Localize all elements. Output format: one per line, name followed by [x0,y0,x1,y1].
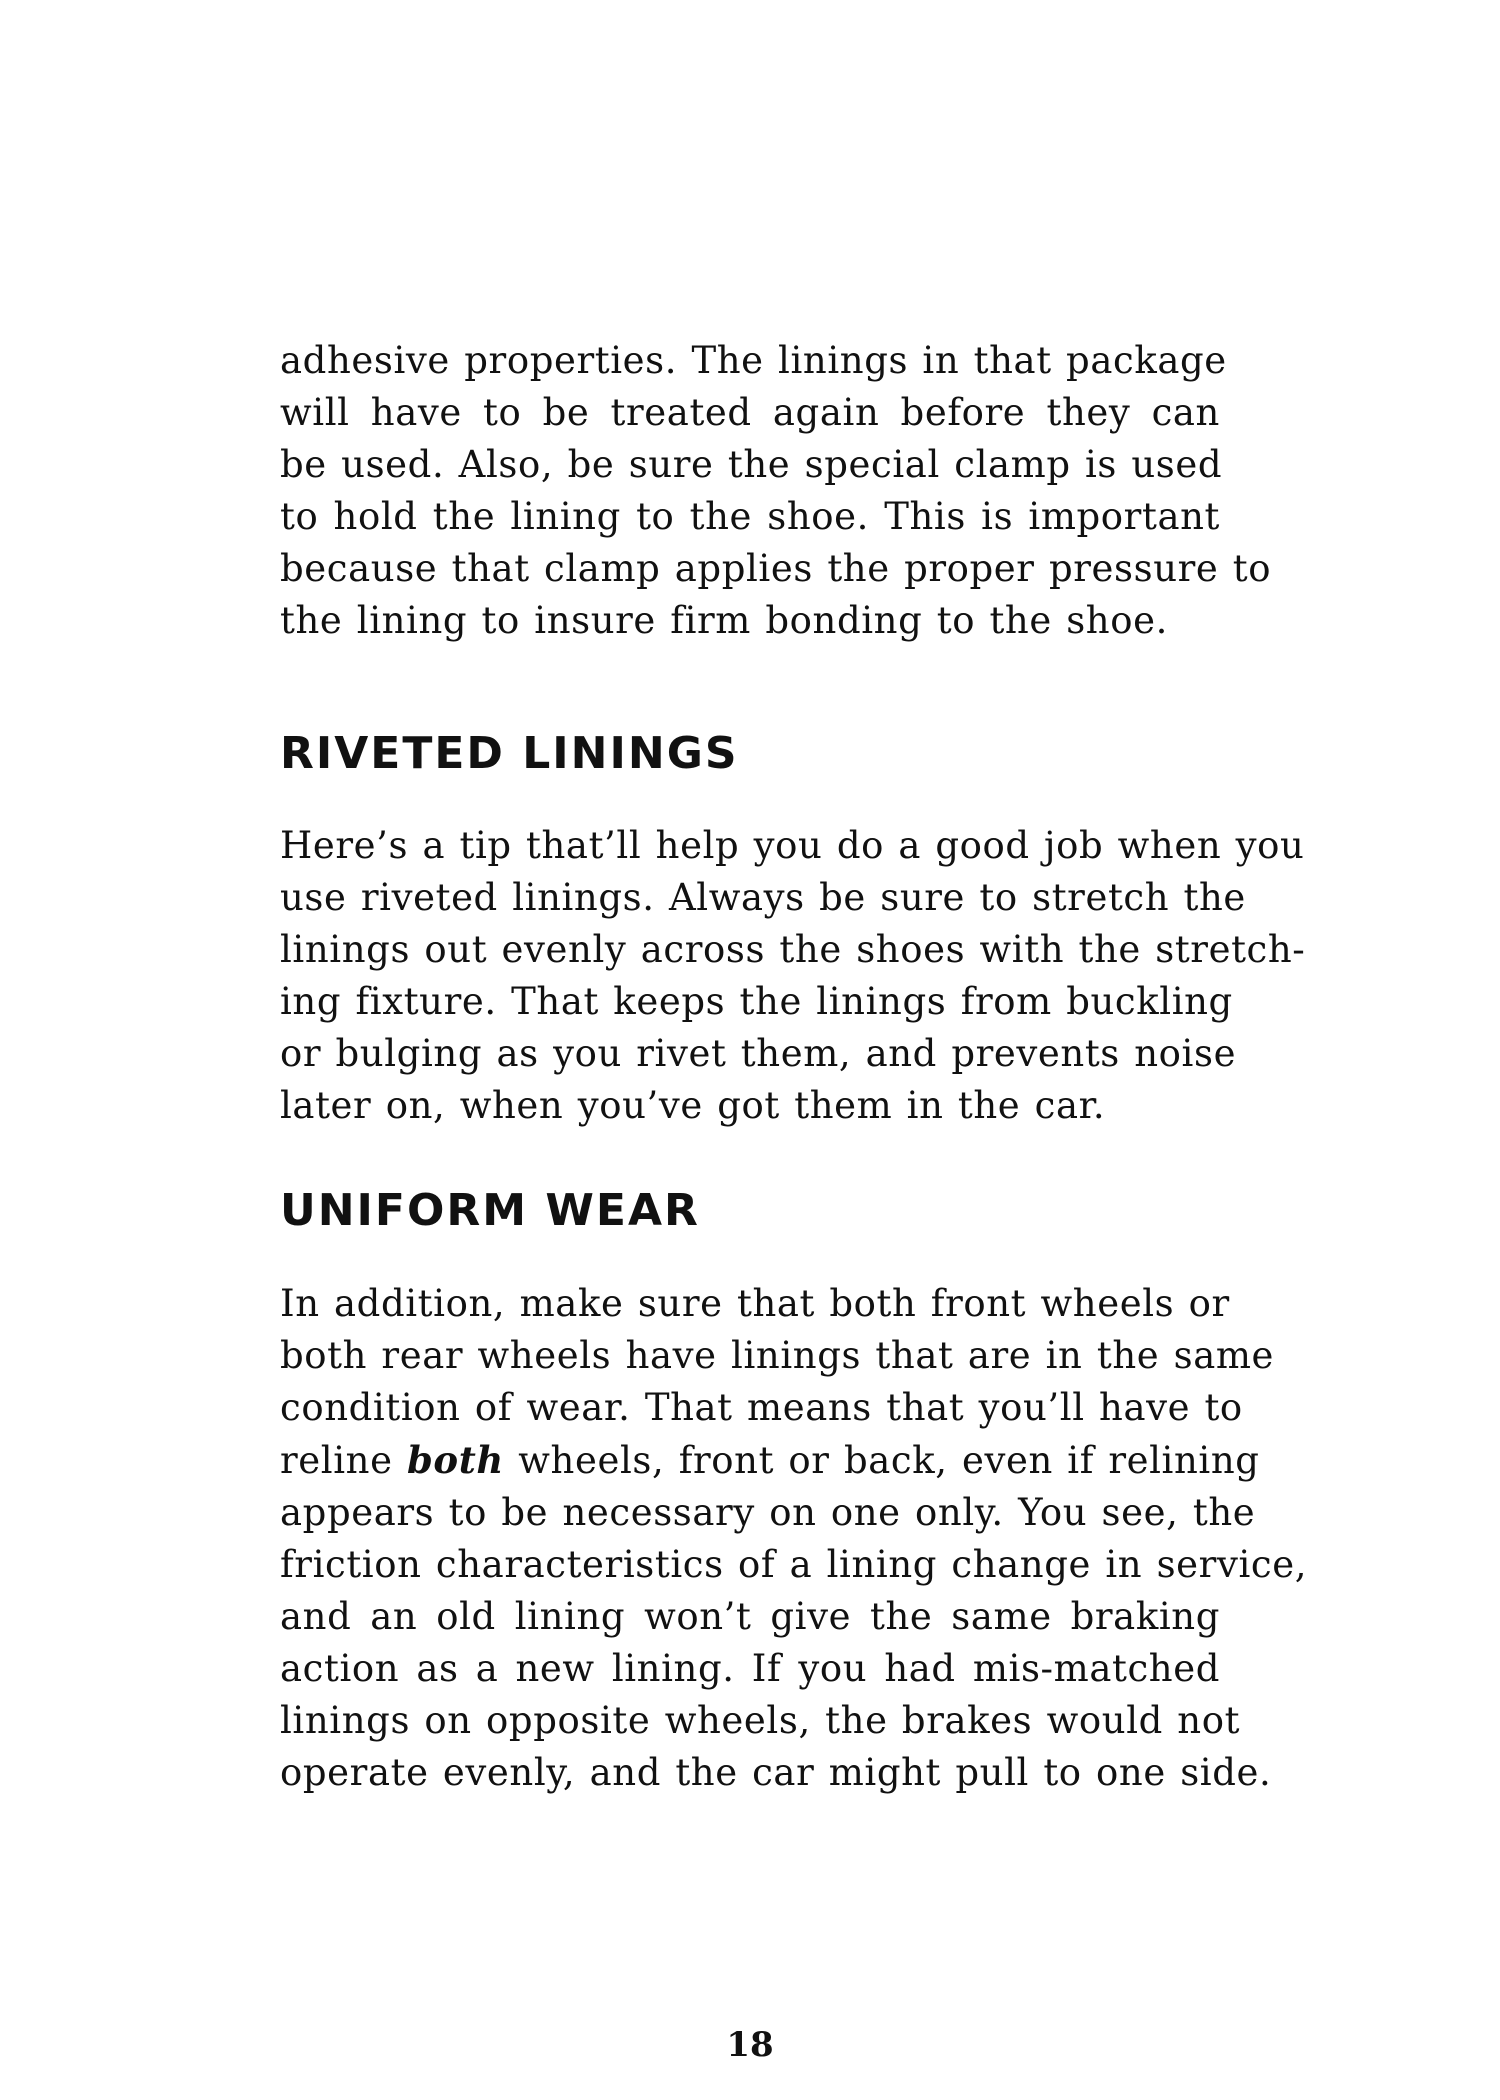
line-segment: reline [280,1439,393,1482]
paragraph-line: and an old lining won’t give the same braking [280,1595,1220,1638]
paragraph-uniform-wear [280,1278,1308,1799]
paragraph-line: be used. Also, be sure the special clamp is used [280,443,1223,486]
paragraph-line: friction characteristics of a lining change in service, [280,1543,1308,1586]
paragraph-line: both rear wheels have linings that are in the same [280,1334,1275,1377]
paragraph-line: ing fixture. That keeps the linings from buckling [280,980,1233,1023]
paragraph-line: to hold the lining to the shoe. This is important [280,495,1220,538]
line-segment: wheels, front or back, even if relining [518,1439,1260,1482]
paragraph-line: In addition, make sure that both front wheels or [280,1282,1230,1325]
paragraph-line: operate evenly, and the car might pull to one side. [280,1751,1272,1794]
paragraph-line: or bulging as you rivet them, and prevents noise [280,1032,1237,1075]
paragraph-line: the lining to insure firm bonding to the shoe. [280,599,1168,642]
paragraph-line: condition of wear. That means that you’ll have to [280,1386,1243,1429]
paragraph-line: use riveted linings. Always be sure to stretch the [280,876,1246,919]
paragraph-line: action as a new lining. If you had mis-matched [280,1647,1220,1690]
paragraph-line: linings on opposite wheels, the brakes would not [280,1699,1241,1742]
page-number: 18 [726,2025,774,2065]
paragraph-line: later on, when you’ve got them in the car. [280,1084,1106,1127]
paragraph-line: linings out evenly across the shoes with the stretch- [280,928,1306,971]
paragraph-line: appears to be necessary on one only. You see, the [280,1491,1256,1534]
emphasized-word: both [406,1438,504,1482]
paragraph-line: will have to be treated again before they can [280,391,1220,434]
paragraph-line: adhesive properties. The linings in that package [280,339,1227,382]
section-heading-uniform-wear: UNIFORM WEAR [280,1185,700,1236]
paragraph-line: Here’s a tip that’ll help you do a good job when you [280,824,1305,867]
paragraph-riveted-linings [280,820,1306,1132]
paragraph-adhesive [280,335,1272,647]
paragraph-line: because that clamp applies the proper pressure to [280,547,1272,590]
paragraph-line-with-emphasis [280,1434,1260,1487]
section-heading-riveted-linings: RIVETED LININGS [280,728,739,779]
